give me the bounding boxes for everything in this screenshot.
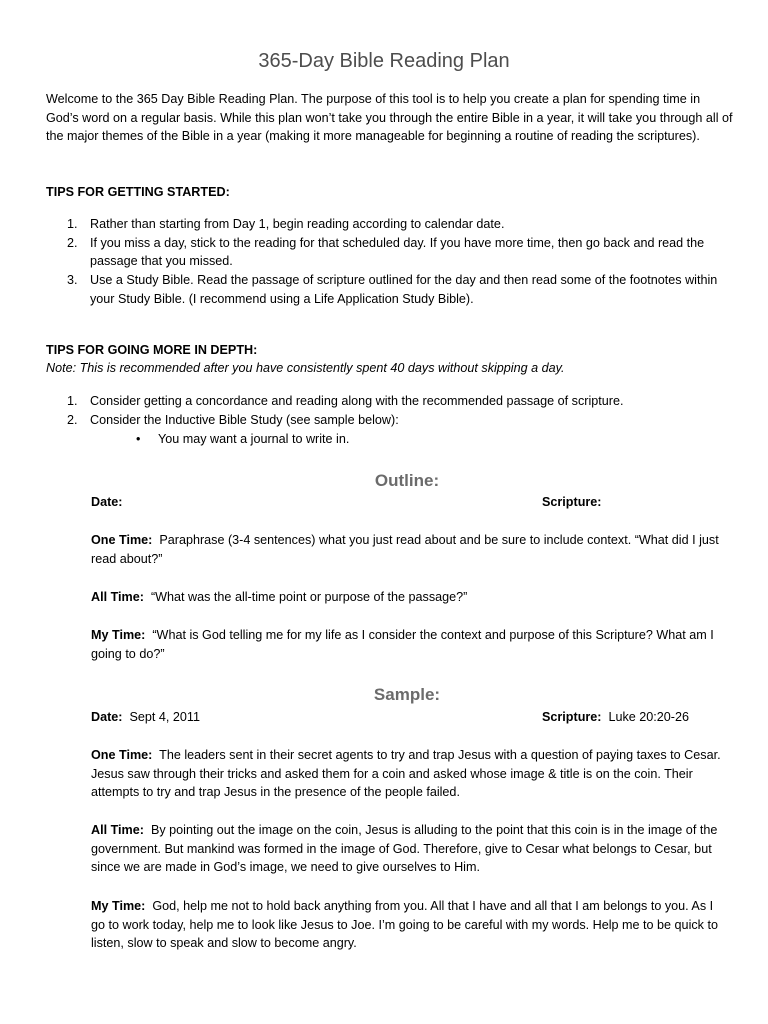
sample-heading: Sample: — [373, 685, 441, 704]
all-time-text: By pointing out the image on the coin, Jesus is alluding to the point that this coin is in the image of the government. But mankind was formed in the image of God. Therefore, give to Cesar what belongs to Cesar, but since we are made in God’s image, we need to give ourselves to Him. — [91, 823, 718, 875]
date-label: Date: — [91, 710, 123, 724]
list-item — [46, 215, 736, 234]
list-number: 2. — [67, 412, 78, 427]
sample-one-time — [91, 746, 723, 802]
bullet-icon: • — [136, 432, 141, 446]
outline-scripture — [542, 493, 601, 511]
my-time-text: God, help me not to hold back anything from you. All that I have and all that I am belongs to you. As I go to work today, help me to look like Jesus to Joe. I’m going to be careful with my words. Help me to be quick to listen, slow to speak and slow to become angry. — [91, 899, 718, 951]
list-item — [46, 271, 736, 308]
tips-depth-list — [46, 392, 736, 429]
intro-paragraph: Welcome to the 365 Day Bible Reading Plan. The purpose of this tool is to help you create a plan for spending time in God’s word on a regular basis. While this plan won’t take you through the entire Bible in a year, it will take you through all of the major themes of the Bible in a year (making it more manageable for beginning a routine of reading the scriptures). — [46, 92, 733, 144]
list-item — [46, 411, 736, 430]
sample-all-time — [91, 821, 723, 877]
list-number: 1. — [67, 394, 78, 408]
outline-one-time — [91, 531, 723, 568]
list-text: Use a Study Bible. Read the passage of scripture outlined for the day and then read some of the footnotes within your Study Bible. (I recommend using a Life Application Study Bible). — [90, 273, 718, 306]
list-item — [46, 392, 736, 411]
tips-start-heading: TIPS FOR GETTING STARTED: — [46, 185, 230, 199]
tips-depth-heading: TIPS FOR GOING MORE IN DEPTH: — [46, 343, 258, 357]
tips-depth-note: Note: This is recommended after you have consistently spent 40 days without skipping a day. — [46, 361, 565, 375]
outline-my-time — [91, 626, 723, 663]
list-text: If you miss a day, stick to the reading for that scheduled day. If you have more time, then go back and read the passage that you missed. — [90, 235, 705, 269]
page-title: 365-Day Bible Reading Plan — [258, 50, 510, 72]
one-time-label: One Time: — [91, 748, 153, 762]
scripture-label: Scripture: — [542, 710, 602, 724]
date-value: Sept 4, 2011 — [129, 710, 200, 724]
list-text: Consider the Inductive Bible Study (see sample below): — [90, 412, 399, 427]
sample-scripture — [542, 708, 689, 726]
scripture-value: Luke 20:20-26 — [608, 710, 690, 724]
bullet-text: You may want a journal to write in. — [158, 432, 350, 446]
list-text: Consider getting a concordance and reading along with the recommended passage of scripture. — [90, 394, 624, 408]
my-time-label: My Time: — [91, 628, 146, 642]
list-number: 2. — [67, 235, 78, 250]
outline-date — [91, 493, 723, 512]
one-time-label: One Time: — [91, 533, 153, 547]
date-label: Date: — [91, 495, 123, 509]
outline-heading: Outline: — [374, 471, 440, 490]
outline-all-time — [91, 588, 723, 607]
all-time-label: All Time: — [91, 823, 144, 837]
scripture-label: Scripture: — [542, 495, 602, 509]
my-time-label: My Time: — [91, 899, 146, 913]
all-time-label: All Time: — [91, 590, 144, 604]
one-time-text: Paraphrase (3-4 sentences) what you just read about and be sure to include context. “What did I just read about?” — [91, 533, 719, 566]
all-time-text: “What was the all-time point or purpose of the passage?” — [150, 590, 468, 604]
list-item — [46, 234, 736, 271]
list-number: 3. — [67, 273, 78, 288]
list-number: 1. — [67, 217, 78, 231]
list-text: Rather than starting from Day 1, begin reading according to calendar date. — [90, 217, 505, 231]
my-time-text: “What is God telling me for my life as I consider the context and purpose of this Scripture? What am I going to do?” — [91, 628, 714, 661]
sample-my-time — [91, 897, 723, 953]
bullet-item — [136, 430, 349, 448]
tips-start-list — [46, 215, 736, 309]
one-time-text: The leaders sent in their secret agents to try and trap Jesus with a question of paying taxes to Cesar. Jesus saw through their tricks and asked them for a coin and asked whose image & title is on the coin. Their attempts to try and trap Jesus in the presence of the people failed. — [91, 748, 721, 800]
